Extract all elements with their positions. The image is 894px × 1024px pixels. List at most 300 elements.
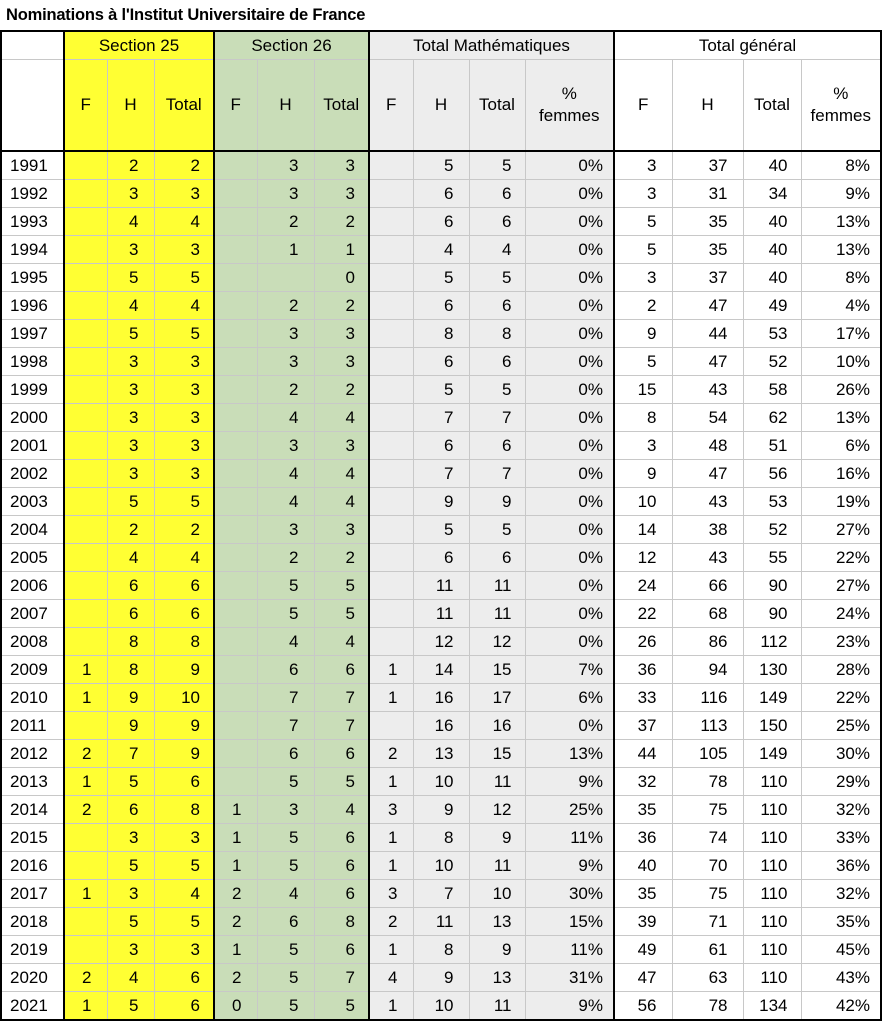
cell-s25-total: 6 [154, 768, 214, 796]
cell-math-h: 11 [413, 908, 469, 936]
cell-math-pct: 9% [525, 768, 614, 796]
cell-general-pct: 13% [801, 208, 881, 236]
cell-s26-f [214, 376, 257, 404]
cell-math-total: 6 [469, 292, 525, 320]
cell-math-pct: 0% [525, 404, 614, 432]
cell-math-pct: 30% [525, 880, 614, 908]
cell-general-total: 56 [743, 460, 801, 488]
cell-s26-f [214, 628, 257, 656]
cell-s26-f [214, 684, 257, 712]
cell-math-f [369, 151, 413, 180]
sheet-title: Nominations à l'Institut Universitaire de France [6, 6, 366, 24]
cell-general-f: 3 [614, 151, 672, 180]
cell-s26-total: 5 [314, 572, 369, 600]
cell-s25-total: 2 [154, 516, 214, 544]
cell-s26-f [214, 236, 257, 264]
cell-s26-total: 2 [314, 208, 369, 236]
cell-math-total: 6 [469, 208, 525, 236]
cell-math-total: 15 [469, 740, 525, 768]
cell-s25-total: 6 [154, 964, 214, 992]
cell-s26-h [257, 264, 314, 292]
cell-math-pct: 25% [525, 796, 614, 824]
cell-math-h: 10 [413, 992, 469, 1021]
cell-math-f [369, 488, 413, 516]
cell-s25-total: 5 [154, 320, 214, 348]
table-row [1, 432, 881, 460]
cell-math-h: 6 [413, 432, 469, 460]
cell-general-f: 35 [614, 880, 672, 908]
cell-general-h: 43 [672, 488, 743, 516]
cell-general-total: 40 [743, 151, 801, 180]
cell-math-h: 10 [413, 852, 469, 880]
cell-math-total: 13 [469, 964, 525, 992]
cell-s26-h: 5 [257, 600, 314, 628]
cell-math-h: 11 [413, 600, 469, 628]
cell-s26-total: 2 [314, 544, 369, 572]
cell-math-h: 5 [413, 264, 469, 292]
cell-general-total: 134 [743, 992, 801, 1021]
cell-year: 2000 [1, 404, 64, 432]
cell-math-total: 15 [469, 656, 525, 684]
cell-s26-total: 4 [314, 460, 369, 488]
cell-general-pct: 26% [801, 376, 881, 404]
table-row [1, 880, 881, 908]
cell-math-h: 6 [413, 292, 469, 320]
cell-s26-h: 2 [257, 208, 314, 236]
cell-math-pct: 0% [525, 320, 614, 348]
cell-math-h: 10 [413, 768, 469, 796]
pct-symbol: % [561, 83, 577, 103]
cell-general-h: 75 [672, 796, 743, 824]
cell-math-pct: 0% [525, 376, 614, 404]
cell-year: 1991 [1, 151, 64, 180]
cell-year: 1994 [1, 236, 64, 264]
cell-year: 1996 [1, 292, 64, 320]
cell-s25-total: 3 [154, 432, 214, 460]
cell-year: 2003 [1, 488, 64, 516]
cell-general-total: 40 [743, 208, 801, 236]
cell-s25-f [64, 460, 107, 488]
cell-math-total: 6 [469, 432, 525, 460]
cell-s26-h: 3 [257, 516, 314, 544]
cell-s25-f: 1 [64, 656, 107, 684]
cell-s25-total: 5 [154, 488, 214, 516]
cell-s25-h: 6 [107, 572, 154, 600]
cell-s26-f [214, 151, 257, 180]
cell-general-pct: 23% [801, 628, 881, 656]
cell-year: 2008 [1, 628, 64, 656]
cell-math-pct: 13% [525, 740, 614, 768]
cell-math-f [369, 208, 413, 236]
cell-s26-f [214, 516, 257, 544]
cell-s26-f [214, 432, 257, 460]
cell-s25-f [64, 404, 107, 432]
cell-s25-h: 4 [107, 964, 154, 992]
cell-s26-h: 6 [257, 740, 314, 768]
cell-s26-total: 6 [314, 656, 369, 684]
col-header-general-pct [801, 60, 881, 152]
col-header-math-h: H [413, 60, 469, 152]
cell-s26-f: 1 [214, 824, 257, 852]
cell-s26-total: 3 [314, 432, 369, 460]
cell-s26-h: 5 [257, 768, 314, 796]
cell-math-pct: 6% [525, 684, 614, 712]
cell-year: 2002 [1, 460, 64, 488]
cell-math-f [369, 712, 413, 740]
cell-s25-total: 9 [154, 740, 214, 768]
cell-s25-f [64, 600, 107, 628]
cell-general-total: 53 [743, 320, 801, 348]
cell-s26-f [214, 180, 257, 208]
cell-general-pct: 22% [801, 684, 881, 712]
col-header-s26-total: Total [314, 60, 369, 152]
cell-s25-h: 5 [107, 768, 154, 796]
cell-general-h: 78 [672, 768, 743, 796]
cell-math-h: 9 [413, 488, 469, 516]
cell-general-f: 9 [614, 460, 672, 488]
cell-math-total: 7 [469, 404, 525, 432]
cell-s26-total: 0 [314, 264, 369, 292]
cell-s25-total: 3 [154, 824, 214, 852]
cell-s26-f [214, 712, 257, 740]
column-header-row [1, 60, 881, 152]
cell-general-f: 3 [614, 180, 672, 208]
cell-year: 2007 [1, 600, 64, 628]
cell-general-h: 43 [672, 376, 743, 404]
cell-math-pct: 0% [525, 600, 614, 628]
cell-general-h: 54 [672, 404, 743, 432]
cell-general-h: 44 [672, 320, 743, 348]
table-row [1, 208, 881, 236]
cell-s25-total: 3 [154, 460, 214, 488]
cell-s26-total: 3 [314, 516, 369, 544]
cell-general-total: 52 [743, 348, 801, 376]
cell-s25-total: 3 [154, 376, 214, 404]
cell-math-f: 3 [369, 796, 413, 824]
cell-s25-f: 1 [64, 880, 107, 908]
cell-general-pct: 13% [801, 404, 881, 432]
table-row [1, 180, 881, 208]
cell-math-h: 14 [413, 656, 469, 684]
cell-year: 2014 [1, 796, 64, 824]
cell-general-pct: 25% [801, 712, 881, 740]
cell-math-f [369, 376, 413, 404]
cell-math-pct: 11% [525, 936, 614, 964]
cell-math-total: 5 [469, 264, 525, 292]
cell-s26-f [214, 460, 257, 488]
cell-general-total: 90 [743, 600, 801, 628]
cell-math-f: 1 [369, 684, 413, 712]
cell-general-pct: 33% [801, 824, 881, 852]
cell-general-h: 86 [672, 628, 743, 656]
cell-math-pct: 0% [525, 208, 614, 236]
cell-general-h: 37 [672, 151, 743, 180]
cell-general-total: 110 [743, 852, 801, 880]
cell-general-total: 58 [743, 376, 801, 404]
cell-math-h: 16 [413, 684, 469, 712]
table-row [1, 320, 881, 348]
cell-math-total: 7 [469, 460, 525, 488]
table-row [1, 488, 881, 516]
cell-year: 2011 [1, 712, 64, 740]
cell-s25-total: 3 [154, 180, 214, 208]
cell-general-total: 40 [743, 236, 801, 264]
cell-math-f [369, 264, 413, 292]
cell-general-f: 15 [614, 376, 672, 404]
cell-general-f: 10 [614, 488, 672, 516]
col-header-math-f: F [369, 60, 413, 152]
table-row [1, 600, 881, 628]
corner-cell [1, 31, 64, 60]
cell-s26-total: 5 [314, 768, 369, 796]
cell-general-total: 110 [743, 880, 801, 908]
cell-math-pct: 0% [525, 432, 614, 460]
cell-math-h: 11 [413, 572, 469, 600]
cell-general-pct: 4% [801, 292, 881, 320]
cell-general-h: 113 [672, 712, 743, 740]
cell-general-pct: 10% [801, 348, 881, 376]
cell-s26-f [214, 600, 257, 628]
cell-s26-h: 4 [257, 488, 314, 516]
cell-s25-h: 4 [107, 208, 154, 236]
cell-general-f: 9 [614, 320, 672, 348]
cell-math-total: 11 [469, 768, 525, 796]
cell-s25-h: 5 [107, 320, 154, 348]
cell-s26-total: 7 [314, 712, 369, 740]
cell-general-h: 43 [672, 544, 743, 572]
cell-s26-h: 5 [257, 824, 314, 852]
cell-s26-f [214, 656, 257, 684]
cell-general-pct: 29% [801, 768, 881, 796]
cell-general-f: 5 [614, 208, 672, 236]
cell-general-f: 2 [614, 292, 672, 320]
cell-math-h: 6 [413, 208, 469, 236]
cell-general-pct: 27% [801, 572, 881, 600]
cell-year: 1992 [1, 180, 64, 208]
cell-general-h: 66 [672, 572, 743, 600]
cell-math-h: 4 [413, 236, 469, 264]
cell-s25-total: 4 [154, 292, 214, 320]
cell-s25-total: 4 [154, 880, 214, 908]
cell-math-pct: 0% [525, 236, 614, 264]
cell-s26-f [214, 292, 257, 320]
cell-s26-total: 2 [314, 292, 369, 320]
cell-general-h: 38 [672, 516, 743, 544]
cell-math-f: 1 [369, 656, 413, 684]
table-row [1, 824, 881, 852]
cell-s25-total: 9 [154, 712, 214, 740]
cell-s26-total: 3 [314, 348, 369, 376]
cell-general-h: 63 [672, 964, 743, 992]
cell-math-f [369, 180, 413, 208]
group-header-row [1, 31, 881, 60]
cell-math-f: 4 [369, 964, 413, 992]
cell-general-h: 35 [672, 236, 743, 264]
cell-s25-total: 5 [154, 852, 214, 880]
cell-s25-h: 3 [107, 824, 154, 852]
cell-general-total: 110 [743, 936, 801, 964]
cell-math-total: 11 [469, 572, 525, 600]
cell-general-h: 105 [672, 740, 743, 768]
cell-math-f: 1 [369, 824, 413, 852]
cell-s26-h: 4 [257, 460, 314, 488]
cell-s26-total: 3 [314, 180, 369, 208]
cell-s26-total: 5 [314, 600, 369, 628]
cell-general-h: 48 [672, 432, 743, 460]
cell-s25-total: 5 [154, 908, 214, 936]
cell-s26-h: 2 [257, 544, 314, 572]
cell-math-h: 5 [413, 376, 469, 404]
cell-s25-h: 9 [107, 684, 154, 712]
cell-s25-total: 8 [154, 628, 214, 656]
cell-math-f: 2 [369, 740, 413, 768]
group-header-total-math: Total Mathématiques [369, 31, 614, 60]
cell-year: 2017 [1, 880, 64, 908]
cell-s25-f [64, 712, 107, 740]
cell-s25-h: 3 [107, 236, 154, 264]
col-header-s26-f: F [214, 60, 257, 152]
cell-math-h: 12 [413, 628, 469, 656]
cell-s25-h: 3 [107, 880, 154, 908]
cell-s26-h: 5 [257, 852, 314, 880]
table-row [1, 376, 881, 404]
cell-math-total: 5 [469, 516, 525, 544]
cell-s25-f: 1 [64, 768, 107, 796]
cell-s25-h: 3 [107, 460, 154, 488]
cell-s25-h: 5 [107, 992, 154, 1021]
cell-s25-f [64, 628, 107, 656]
cell-math-h: 6 [413, 348, 469, 376]
cell-math-h: 8 [413, 936, 469, 964]
cell-s25-h: 3 [107, 376, 154, 404]
cell-s26-h: 5 [257, 936, 314, 964]
cell-math-h: 7 [413, 404, 469, 432]
table-row [1, 852, 881, 880]
cell-year: 1999 [1, 376, 64, 404]
cell-math-f: 1 [369, 852, 413, 880]
cell-math-f [369, 544, 413, 572]
group-header-section26: Section 26 [214, 31, 369, 60]
cell-s26-total: 2 [314, 376, 369, 404]
cell-math-h: 6 [413, 180, 469, 208]
cell-s26-f: 0 [214, 992, 257, 1021]
cell-math-h: 8 [413, 320, 469, 348]
cell-year: 2012 [1, 740, 64, 768]
cell-general-f: 22 [614, 600, 672, 628]
cell-general-f: 32 [614, 768, 672, 796]
cell-general-total: 110 [743, 964, 801, 992]
cell-general-h: 70 [672, 852, 743, 880]
cell-general-h: 35 [672, 208, 743, 236]
cell-general-pct: 43% [801, 964, 881, 992]
cell-s25-total: 6 [154, 572, 214, 600]
cell-math-total: 13 [469, 908, 525, 936]
cell-s25-f [64, 236, 107, 264]
cell-s26-total: 7 [314, 964, 369, 992]
cell-s26-f [214, 544, 257, 572]
cell-general-pct: 45% [801, 936, 881, 964]
cell-s26-f: 2 [214, 908, 257, 936]
cell-math-pct: 0% [525, 628, 614, 656]
cell-math-total: 10 [469, 880, 525, 908]
cell-s25-total: 6 [154, 600, 214, 628]
cell-s26-f: 1 [214, 936, 257, 964]
cell-year: 2009 [1, 656, 64, 684]
cell-s25-h: 5 [107, 264, 154, 292]
cell-general-h: 47 [672, 348, 743, 376]
cell-year: 2001 [1, 432, 64, 460]
cell-year: 2004 [1, 516, 64, 544]
cell-math-f [369, 432, 413, 460]
cell-year: 1997 [1, 320, 64, 348]
cell-general-h: 68 [672, 600, 743, 628]
cell-math-pct: 15% [525, 908, 614, 936]
cell-general-h: 94 [672, 656, 743, 684]
cell-year: 2006 [1, 572, 64, 600]
cell-s25-f [64, 824, 107, 852]
cell-math-h: 6 [413, 544, 469, 572]
cell-s26-h: 5 [257, 572, 314, 600]
table-row [1, 516, 881, 544]
cell-s26-h: 4 [257, 880, 314, 908]
group-header-total-general: Total général [614, 31, 881, 60]
cell-s25-total: 4 [154, 544, 214, 572]
cell-math-h: 9 [413, 964, 469, 992]
cell-general-total: 52 [743, 516, 801, 544]
table-row [1, 992, 881, 1021]
cell-math-h: 13 [413, 740, 469, 768]
cell-s25-f [64, 544, 107, 572]
cell-s25-f: 2 [64, 796, 107, 824]
cell-math-pct: 0% [525, 572, 614, 600]
cell-year: 1998 [1, 348, 64, 376]
cell-s26-f [214, 572, 257, 600]
cell-general-total: 149 [743, 684, 801, 712]
cell-s25-total: 3 [154, 236, 214, 264]
cell-math-total: 4 [469, 236, 525, 264]
cell-math-pct: 0% [525, 292, 614, 320]
cell-s25-f: 1 [64, 992, 107, 1021]
cell-math-pct: 0% [525, 348, 614, 376]
cell-s26-h: 2 [257, 376, 314, 404]
cell-general-f: 26 [614, 628, 672, 656]
cell-s26-h: 3 [257, 151, 314, 180]
cell-math-total: 17 [469, 684, 525, 712]
table-row [1, 908, 881, 936]
cell-s26-total: 4 [314, 404, 369, 432]
table-row [1, 964, 881, 992]
cell-s25-f [64, 292, 107, 320]
cell-s25-h: 5 [107, 908, 154, 936]
cell-math-total: 11 [469, 992, 525, 1021]
table-row [1, 236, 881, 264]
cell-s25-h: 3 [107, 936, 154, 964]
cell-math-pct: 0% [525, 151, 614, 180]
cell-s25-total: 4 [154, 208, 214, 236]
cell-s26-h: 6 [257, 656, 314, 684]
cell-general-h: 61 [672, 936, 743, 964]
table-row [1, 544, 881, 572]
cell-math-total: 12 [469, 628, 525, 656]
cell-general-total: 49 [743, 292, 801, 320]
cell-math-pct: 0% [525, 516, 614, 544]
cell-general-pct: 22% [801, 544, 881, 572]
cell-math-pct: 0% [525, 180, 614, 208]
cell-s26-f: 2 [214, 880, 257, 908]
cell-general-f: 8 [614, 404, 672, 432]
cell-math-pct: 0% [525, 460, 614, 488]
cell-general-f: 47 [614, 964, 672, 992]
